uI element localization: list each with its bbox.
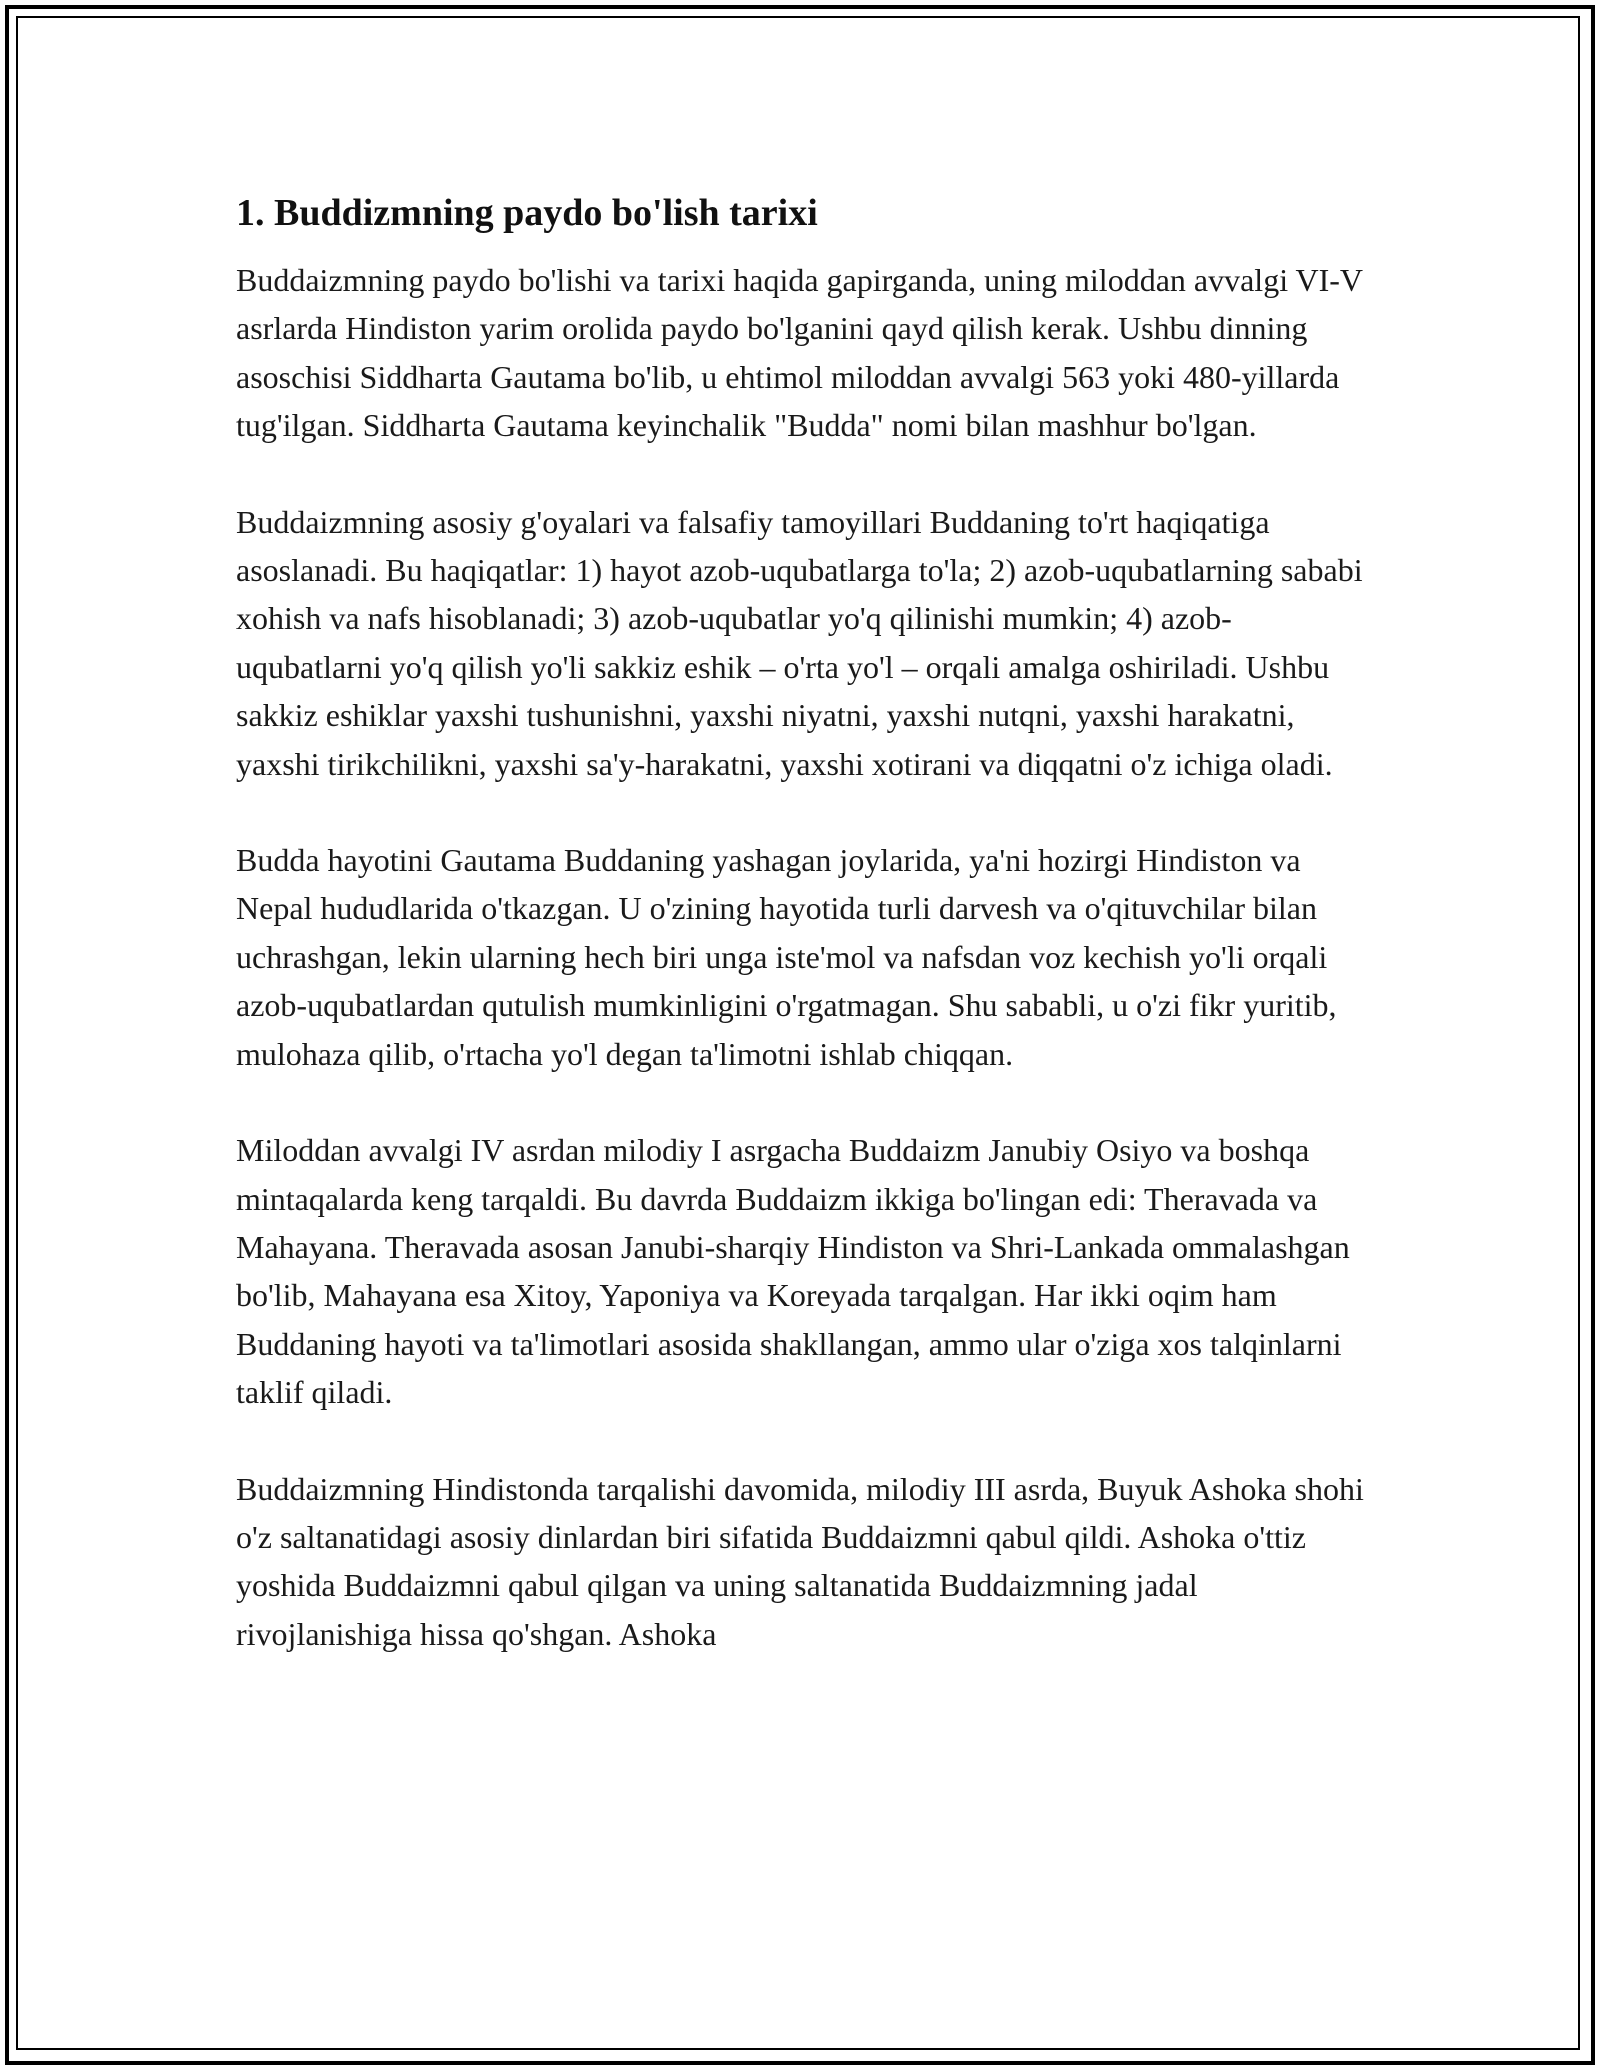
paragraph-origins: Buddaizmning paydo bo'lishi va tarixi haqida gapirganda, uning miloddan avvalgi VI-V asrlarda Hindiston yarim orolida paydo bo'lganini qayd qilish kerak. Ushbu dinning asoschisi Siddharta Gautama bo'lib, u ehtimol miloddan avvalgi 563 yoki 480-yillarda tug'ilgan. Siddharta Gautama keyinchalik "Budda" nomi bilan mashhur bo'lgan. [236,262,1363,444]
paragraph-spread-schools: Miloddan avvalgi IV asrdan milodiy I asrgacha Buddaizm Janubiy Osiyo va boshqa mintaqalarda keng tarqaldi. Bu davrda Buddaizm ikkiga bo'lingan edi: Theravada va Mahayana. Theravada asosan Janubi-sharqiy Hindiston va Shri-Lankada ommalashgan bo'lib, Mahayana esa Xitoy, Yaponiya va Koreyada tarqalgan. Har ikki oqim ham Buddaning hayoti va ta'limotlari asosida shakllangan, ammo ular o'ziga xos talqinlarni taklif qiladi. [236,1132,1350,1411]
document-body [236,186,1376,1706]
section-heading: 1. Buddizmning paydo bo'lish tarixi [236,192,818,234]
paragraph-ashoka: Buddaizmning Hindistonda tarqalishi davomida, milodiy III asrda, Buyuk Ashoka shohi o'z saltanatidagi asosiy dinlardan biri sifatida Buddaizmni qabul qildi. Ashoka o'ttiz yoshida Buddaizmni qabul qilgan va uning saltanatida Buddaizmning jadal rivojlanishiga hissa qo'shgan. Ashoka [236,1470,1364,1652]
paragraph-buddha-life: Budda hayotini Gautama Buddaning yashagan joylarida, ya'ni hozirgi Hindiston va Nepal hududlarida o'tkazgan. U o'zining hayotida turli darvesh va o'qituvchilar bilan uchrashgan, lekin ularning hech biri unga iste'mol va nafsdan voz kechish yo'li orqali azob-uqubatlardan qutulish mumkinligini o'rgatmagan. Shu sababli, u o'zi fikr yuritib, mulohaza qilib, o'rtacha yo'l degan ta'limotni ishlab chiqqan. [236,842,1337,1072]
paragraph-four-truths: Buddaizmning asosiy g'oyalari va falsafiy tamoyillari Buddaning to'rt haqiqatiga asoslanadi. Bu haqiqatlar: 1) hayot azob-uqubatlarga to'la; 2) azob-uqubatlarning sababi xohish va nafs hisoblanadi; 3) azob-uqubatlar yo'q qilinishi mumkin; 4) azob-uqubatlarni yo'q qilish yo'li sakkiz eshik – o'rta yo'l – orqali amalga oshiriladi. Ushbu sakkiz eshiklar yaxshi tushunishni, yaxshi niyatni, yaxshi nutqni, yaxshi harakatni, yaxshi tirikchilikni, yaxshi sa'y-harakatni, yaxshi xotirani va diqqatni o'z ichiga oladi. [236,503,1363,782]
